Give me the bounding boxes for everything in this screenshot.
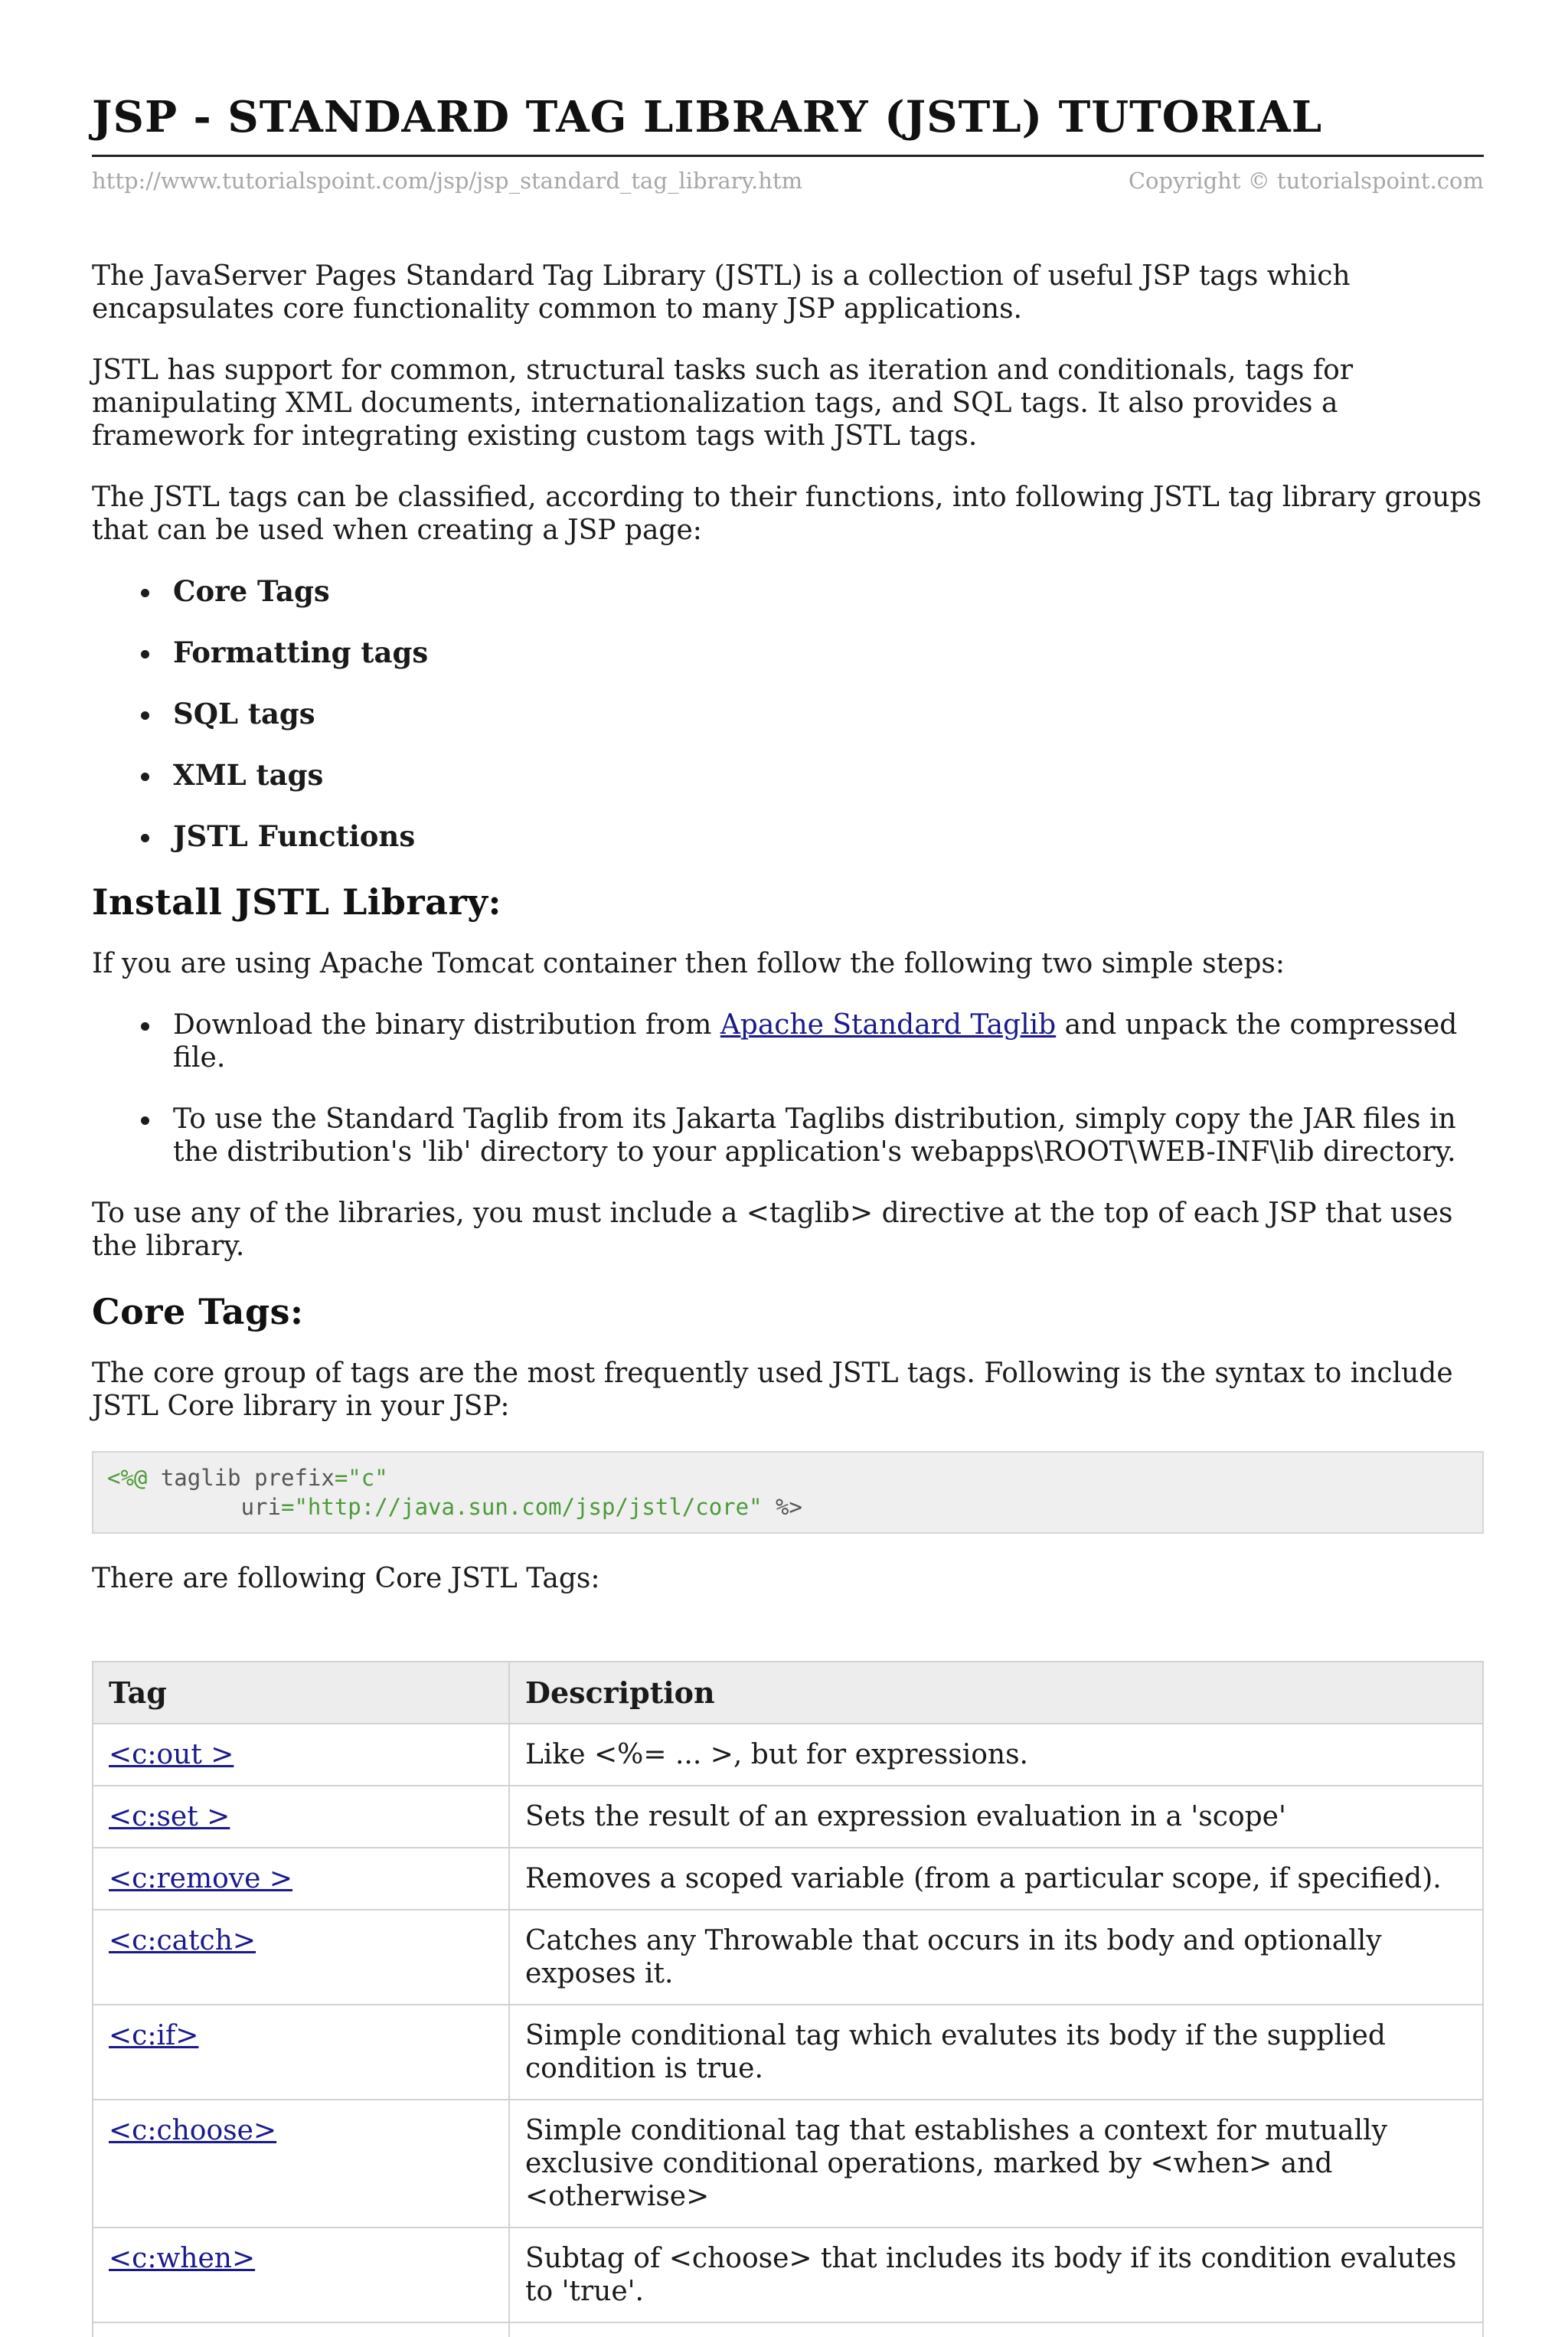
header-meta bbox=[92, 168, 1484, 194]
tag-cell bbox=[93, 2228, 509, 2322]
table-row bbox=[93, 2100, 1483, 2228]
title-divider bbox=[92, 155, 1484, 157]
list-item: XML tags bbox=[92, 759, 1484, 792]
tag-cell bbox=[93, 1910, 509, 2005]
tag-group-list bbox=[92, 575, 1484, 853]
code-token: %> bbox=[762, 1494, 802, 1520]
code-token: = bbox=[334, 1465, 348, 1491]
code-token: "c" bbox=[348, 1465, 388, 1491]
tag-link[interactable]: <c:remove > bbox=[109, 1863, 293, 1894]
intro-paragraph-2: JSTL has support for common, structural tasks such as iteration and conditionals, tags for manipulating XML documents, internationalization tags, and SQL tags. It also provides a framework for integrating existing custom tags with JSTL tags. bbox=[92, 355, 1354, 452]
tag-link[interactable]: <c:when> bbox=[109, 2243, 256, 2274]
tag-cell bbox=[93, 1848, 509, 1910]
code-token: <%@ bbox=[107, 1465, 148, 1491]
tag-link[interactable]: <c:choose> bbox=[109, 2115, 277, 2146]
tag-link[interactable]: <c:set > bbox=[109, 1801, 230, 1832]
description-cell: Removes a scoped variable (from a particular scope, if specified). bbox=[509, 1848, 1483, 1910]
table-row bbox=[93, 1724, 1483, 1786]
tag-cell bbox=[93, 1786, 509, 1848]
intro-paragraph-1: The JavaServer Pages Standard Tag Library (JSTL) is a collection of useful JSP tags which encapsulates core functionality common to many JSP applications. bbox=[92, 260, 1351, 325]
tag-cell bbox=[93, 2005, 509, 2100]
step-text: and unpack the compressed file. bbox=[173, 1009, 1458, 1074]
page-content bbox=[92, 0, 1484, 2337]
tag-link[interactable]: <c:catch> bbox=[109, 1925, 256, 1956]
tag-link[interactable]: <c:out > bbox=[109, 1739, 234, 1770]
list-item: Formatting tags bbox=[92, 636, 1484, 669]
code-token: uri bbox=[107, 1494, 281, 1520]
code-block bbox=[92, 1451, 1484, 1534]
description-cell: Simple conditional tag which evalutes its body if the supplied condition is true. bbox=[509, 2005, 1483, 2100]
description-cell: Sets the result of an expression evaluation in a 'scope' bbox=[509, 1786, 1483, 1848]
table-row bbox=[93, 2005, 1483, 2100]
taglib-directive-note: To use any of the libraries, you must include a <taglib> directive at the top of each JSP that uses the library. bbox=[92, 1198, 1453, 1262]
install-step-2: To use the Standard Taglib from its Jakarta Taglibs distribution, simply copy the JAR files in the distribution's 'lib' directory to your application's webapps\ROOT\WEB-INF\lib directory. bbox=[92, 1103, 1484, 1168]
core-tags-table bbox=[92, 1661, 1484, 2337]
table-row bbox=[93, 1848, 1483, 1910]
core-tags-paragraph: The core group of tags are the most frequently used JSTL tags. Following is the syntax to include JSTL Core library in your JSP: bbox=[92, 1358, 1453, 1422]
list-item: SQL tags bbox=[92, 698, 1484, 731]
description-cell: Subtag of <choose> that includes its body if its condition evalutes to 'true'. bbox=[509, 2228, 1483, 2322]
install-heading: Install JSTL Library: bbox=[92, 881, 501, 923]
table-row-continued bbox=[93, 2322, 1483, 2337]
tag-cell bbox=[93, 2100, 509, 2228]
description-cell: Like <%= ... >, but for expressions. bbox=[509, 1724, 1483, 1786]
install-paragraph: If you are using Apache Tomcat container then follow the following two simple steps: bbox=[92, 948, 1285, 979]
description-cell: Simple conditional tag that establishes a context for mutually exclusive conditional operations, marked by <when> and <otherwise> bbox=[509, 2100, 1483, 2228]
table-row bbox=[93, 1786, 1483, 1848]
tag-cell bbox=[93, 2322, 509, 2337]
description-cell: Catches any Throwable that occurs in its body and optionally exposes it. bbox=[509, 1910, 1483, 2005]
list-item: Core Tags bbox=[92, 575, 1484, 608]
description-cell bbox=[509, 2322, 1483, 2337]
table-row bbox=[93, 2228, 1483, 2322]
core-tags-heading: Core Tags: bbox=[92, 1291, 304, 1332]
apache-taglib-link[interactable]: Apache Standard Taglib bbox=[720, 1009, 1057, 1041]
list-item: JSTL Functions bbox=[92, 820, 1484, 853]
column-header-description: Description bbox=[509, 1662, 1483, 1724]
tag-link[interactable]: <c:if> bbox=[109, 2020, 199, 2051]
step-text: Download the binary distribution from bbox=[173, 1009, 720, 1041]
tag-cell bbox=[93, 1724, 509, 1786]
copyright-notice: Copyright © tutorialspoint.com bbox=[1128, 168, 1484, 194]
code-token: taglib prefix bbox=[147, 1465, 335, 1491]
code-token: = bbox=[280, 1494, 295, 1520]
core-tags-intro: There are following Core JSTL Tags: bbox=[92, 1563, 600, 1594]
source-url: http://www.tutorialspoint.com/jsp/jsp_standard_tag_library.htm bbox=[92, 168, 803, 194]
install-step-1 bbox=[92, 1008, 1484, 1074]
table-body bbox=[93, 1724, 1483, 2337]
code-token: "http://java.sun.com/jsp/jstl/core" bbox=[294, 1494, 763, 1520]
page-title: JSP - STANDARD TAG LIBRARY (JSTL) TUTORIAL bbox=[92, 92, 1323, 142]
intro-paragraph-3: The JSTL tags can be classified, according to their functions, into following JSTL tag library groups that can be used when creating a JSP page: bbox=[92, 482, 1482, 546]
table-header-row bbox=[93, 1662, 1483, 1724]
table-row bbox=[93, 1910, 1483, 2005]
column-header-tag: Tag bbox=[93, 1662, 509, 1724]
install-steps bbox=[92, 1008, 1484, 1168]
